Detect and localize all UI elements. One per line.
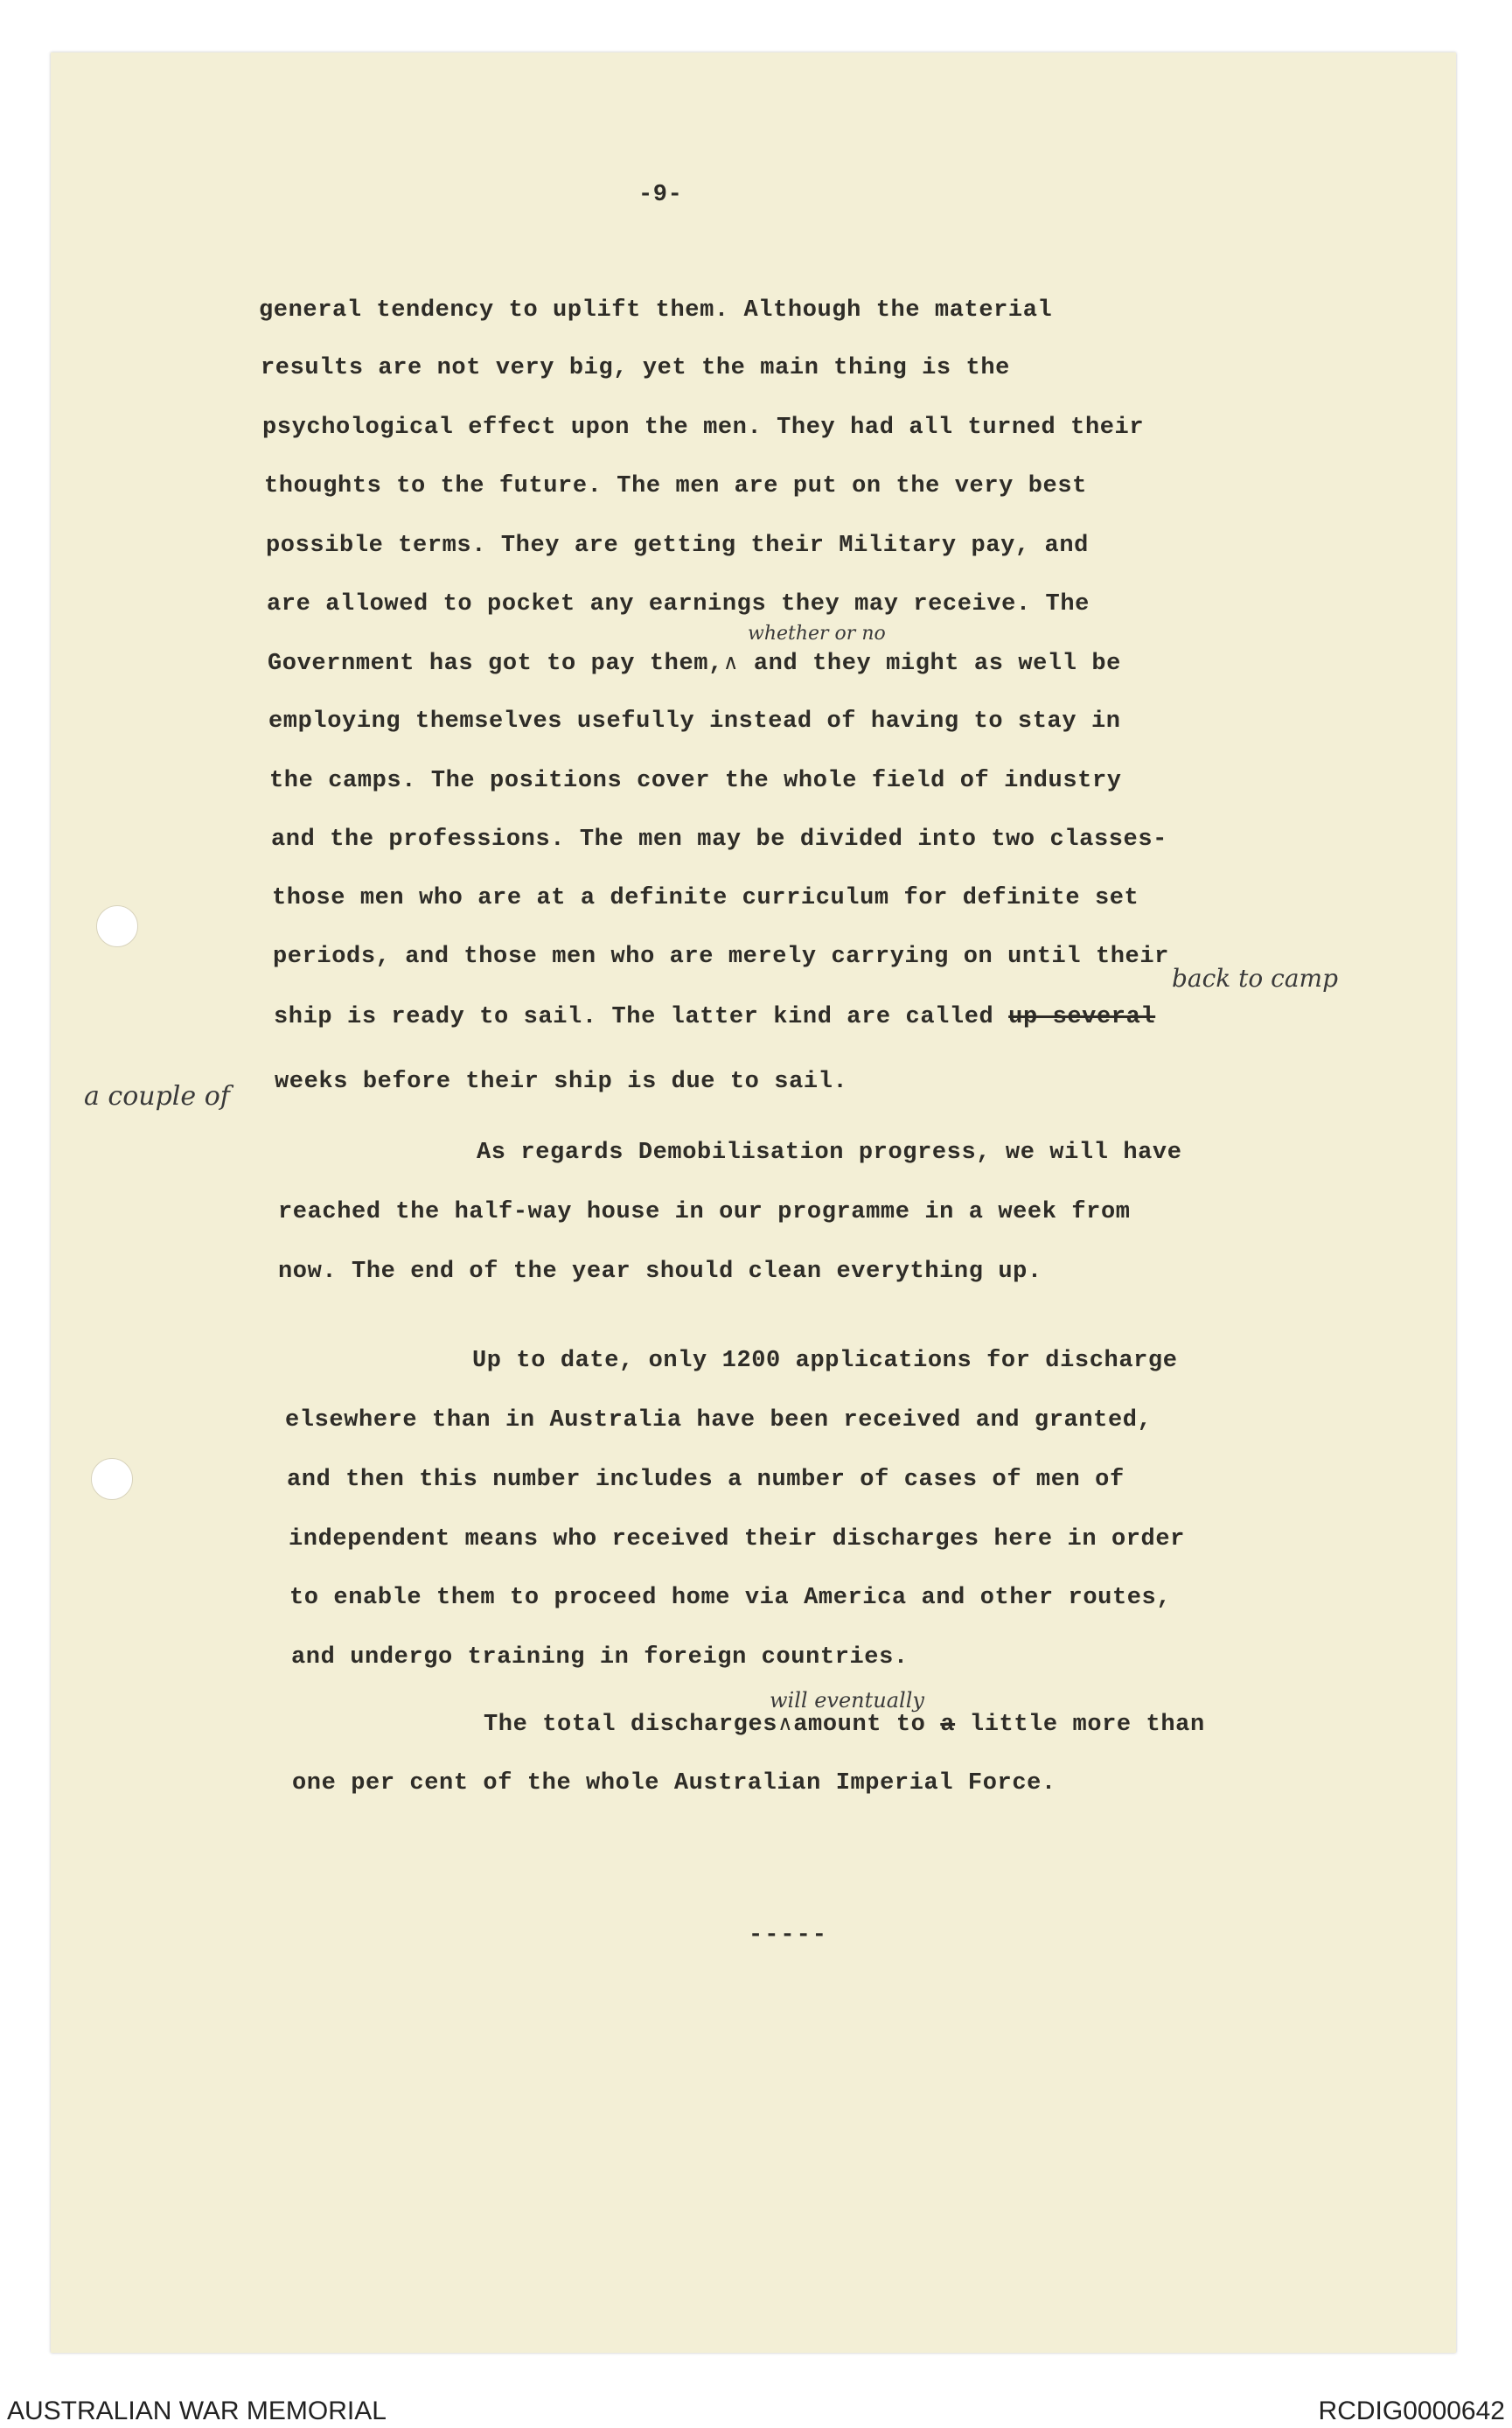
archive-item-id: RCDIG0000642 bbox=[1318, 2397, 1505, 2425]
struck-text: up several bbox=[1008, 1004, 1156, 1030]
text-line: elsewhere than in Australia have been received and granted, bbox=[285, 1407, 1153, 1434]
text-line: thoughts to the future. The men are put on the very best bbox=[264, 473, 1087, 499]
text-line bbox=[268, 650, 1121, 677]
punch-hole-top bbox=[96, 905, 138, 947]
closing-separator: ----- bbox=[749, 1922, 829, 1949]
text-fragment: The total discharges bbox=[484, 1712, 778, 1738]
text-fragment: little more than bbox=[969, 1712, 1205, 1738]
text-line bbox=[484, 1711, 1205, 1738]
page-number: -9- bbox=[638, 182, 683, 208]
text-line: and the professions. The men may be divided into two classes- bbox=[271, 827, 1167, 853]
handwritten-insert-whether-or-no: whether or no bbox=[748, 623, 886, 645]
text-line: employing themselves usefully instead of having to stay in bbox=[268, 708, 1121, 735]
text-line: and undergo training in foreign countries. bbox=[291, 1644, 909, 1671]
text-line: are allowed to pocket any earnings they may receive. The bbox=[267, 591, 1090, 617]
text-line: As regards Demobilisation progress, we will have bbox=[477, 1140, 1182, 1166]
text-fragment: Government has got to pay them, bbox=[268, 651, 723, 677]
text-fragment: ship is ready to sail. The latter kind are called bbox=[274, 1004, 994, 1030]
punch-hole-bottom bbox=[91, 1458, 133, 1500]
text-line: reached the half-way house in our programme in a week from bbox=[278, 1199, 1131, 1225]
text-line: now. The end of the year should clean everything up. bbox=[278, 1259, 1042, 1285]
handwritten-insert-back-to-camp: back to camp bbox=[1172, 964, 1339, 993]
text-line bbox=[274, 1004, 1155, 1030]
struck-character: a bbox=[940, 1712, 956, 1738]
text-line: psychological effect upon the men. They had all turned their bbox=[262, 415, 1145, 441]
handwritten-margin-note: a couple of bbox=[84, 1081, 230, 1112]
text-fragment: amount to bbox=[793, 1712, 926, 1738]
text-line: those men who are at a definite curriculum for definite set bbox=[272, 885, 1139, 911]
insertion-caret: ∧ bbox=[722, 650, 740, 674]
text-line: to enable them to proceed home via America and other routes, bbox=[289, 1585, 1172, 1611]
text-line: periods, and those men who are merely carrying on until their bbox=[273, 944, 1169, 970]
text-line: results are not very big, yet the main thing is the bbox=[261, 355, 1010, 381]
text-fragment: and they might as well be bbox=[753, 651, 1121, 677]
text-line: weeks before their ship is due to sail. bbox=[275, 1069, 848, 1095]
insertion-caret: ∧ bbox=[777, 1711, 794, 1735]
text-line: one per cent of the whole Australian Imperial Force. bbox=[292, 1770, 1056, 1797]
text-line: Up to date, only 1200 applications for discharge bbox=[472, 1348, 1178, 1374]
archive-credit: AUSTRALIAN WAR MEMORIAL bbox=[7, 2397, 387, 2425]
text-line: general tendency to uplift them. Although the material bbox=[259, 297, 1053, 324]
text-line: independent means who received their discharges here in order bbox=[289, 1526, 1185, 1552]
text-line: and then this number includes a number of cases of men of bbox=[287, 1467, 1125, 1493]
text-line: the camps. The positions cover the whole field of industry bbox=[269, 768, 1122, 794]
text-line: possible terms. They are getting their Military pay, and bbox=[266, 533, 1089, 559]
handwritten-insert-will-eventually: will eventually bbox=[770, 1688, 924, 1713]
